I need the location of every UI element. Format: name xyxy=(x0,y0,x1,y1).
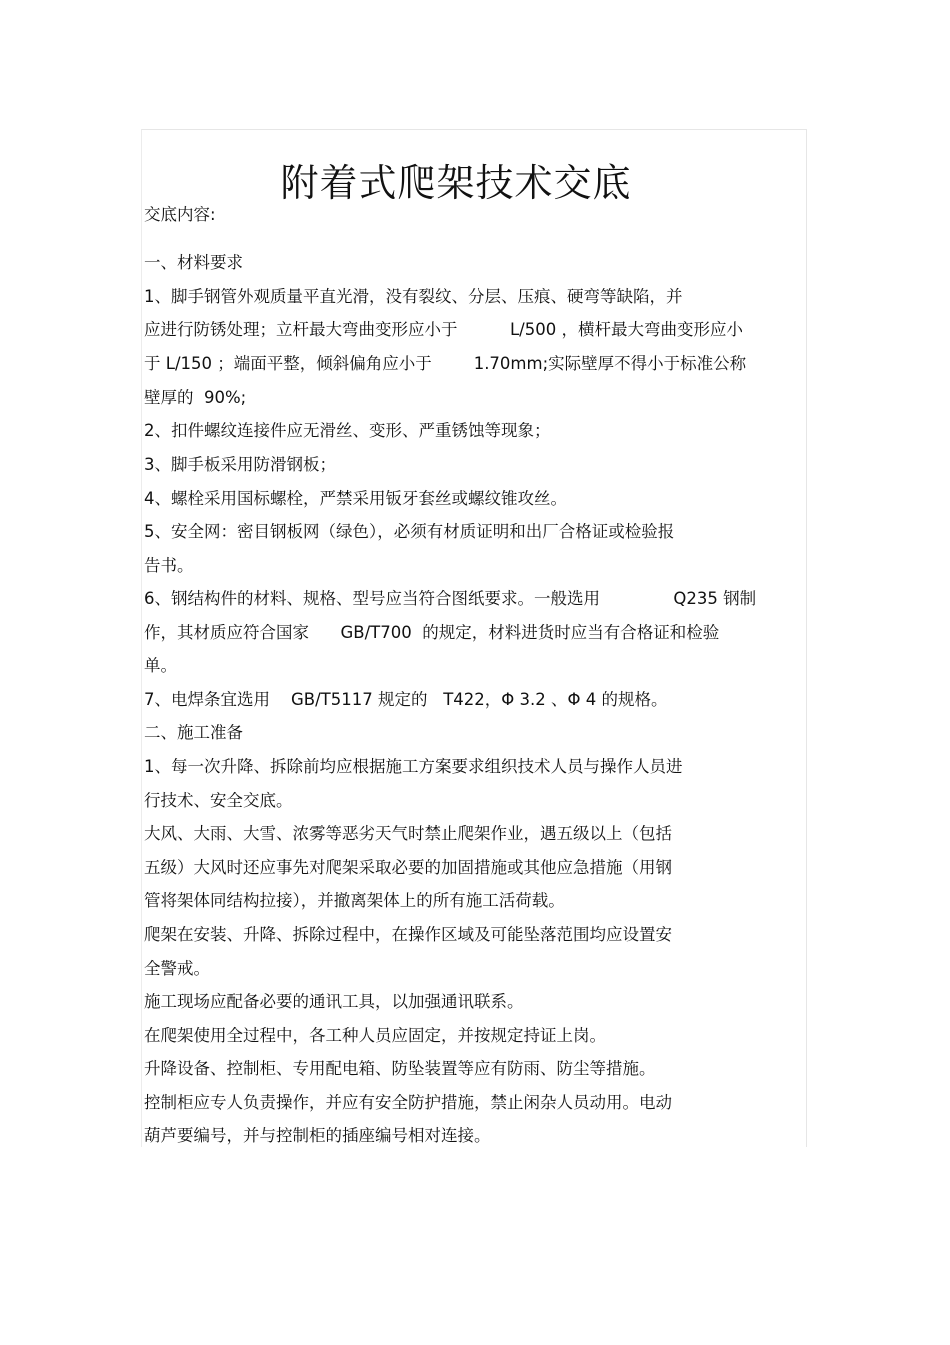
paragraph-line: 五级）大风时还应事先对爬架采取必要的加固措施或其他应急措施（用钢 xyxy=(144,858,672,877)
paragraph-line: 大风、大雨、大雪、浓雾等恶劣天气时禁止爬架作业，遇五级以上（包括 xyxy=(144,824,672,843)
paragraph-line: 单。 xyxy=(144,656,177,675)
section-heading-materials: 一、材料要求 xyxy=(144,253,243,272)
paragraph-line: 7、电焊条宜选用 GB/T5117 规定的 T422，Φ 3.2 、Φ 4 的规格。 xyxy=(144,690,668,709)
paragraph-line: 6、钢结构件的材料、规格、型号应当符合图纸要求。一般选用 Q235 钢制 xyxy=(144,589,757,608)
paragraph-line: 升降设备、控制柜、专用配电箱、防坠装置等应有防雨、防尘等措施。 xyxy=(144,1059,656,1078)
paragraph-line: 1、每一次升降、拆除前均应根据施工方案要求组织技术人员与操作人员进 xyxy=(144,757,683,776)
paragraph-line: 1、脚手钢管外观质量平直光滑，没有裂纹、分层、压痕、硬弯等缺陷，并 xyxy=(144,287,683,306)
intro-label: 交底内容: xyxy=(144,205,216,224)
section-heading-preparation: 二、施工准备 xyxy=(144,723,243,742)
paragraph-line: 在爬架使用全过程中，各工种人员应固定，并按规定持证上岗。 xyxy=(144,1026,606,1045)
paragraph-line: 5、安全网：密目钢板网（绿色），必须有材质证明和出厂合格证或检验报 xyxy=(144,522,675,541)
paragraph-line: 3、脚手板采用防滑钢板； xyxy=(144,455,336,474)
paragraph-line: 爬架在安装、升降、拆除过程中，在操作区域及可能坠落范围均应设置安 xyxy=(144,925,672,944)
paragraph-line: 葫芦要编号，并与控制柜的插座编号相对连接。 xyxy=(144,1126,491,1145)
paragraph-line: 告书。 xyxy=(144,556,194,575)
paragraph-line: 作，其材质应符合国家 GB/T700 的规定，材料进货时应当有合格证和检验 xyxy=(144,623,720,642)
paragraph-line: 应进行防锈处理；立杆最大弯曲变形应小于 L/500 ，横杆最大弯曲变形应小 xyxy=(144,320,743,339)
document-title: 附着式爬架技术交底 xyxy=(280,161,632,206)
paragraph-line: 行技术、安全交底。 xyxy=(144,791,293,810)
paragraph-line: 2、扣件螺纹连接件应无滑丝、变形、严重锈蚀等现象； xyxy=(144,421,551,440)
paragraph-line: 控制柜应专人负责操作，并应有安全防护措施，禁止闲杂人员动用。电动 xyxy=(144,1093,672,1112)
paragraph-line: 全警戒。 xyxy=(144,959,210,978)
paragraph-line: 于 L/150 ；端面平整，倾斜偏角应小于 1.70mm;实际壁厚不得小于标准公称 xyxy=(144,354,747,373)
paragraph-line: 壁厚的 90%; xyxy=(144,388,247,407)
paragraph-line: 管将架体同结构拉接），并撤离架体上的所有施工活荷载。 xyxy=(144,891,565,910)
paragraph-line: 4、螺栓采用国标螺栓，严禁采用钣牙套丝或螺纹锥攻丝。 xyxy=(144,489,567,508)
paragraph-line: 施工现场应配备必要的通讯工具，以加强通讯联系。 xyxy=(144,992,524,1011)
